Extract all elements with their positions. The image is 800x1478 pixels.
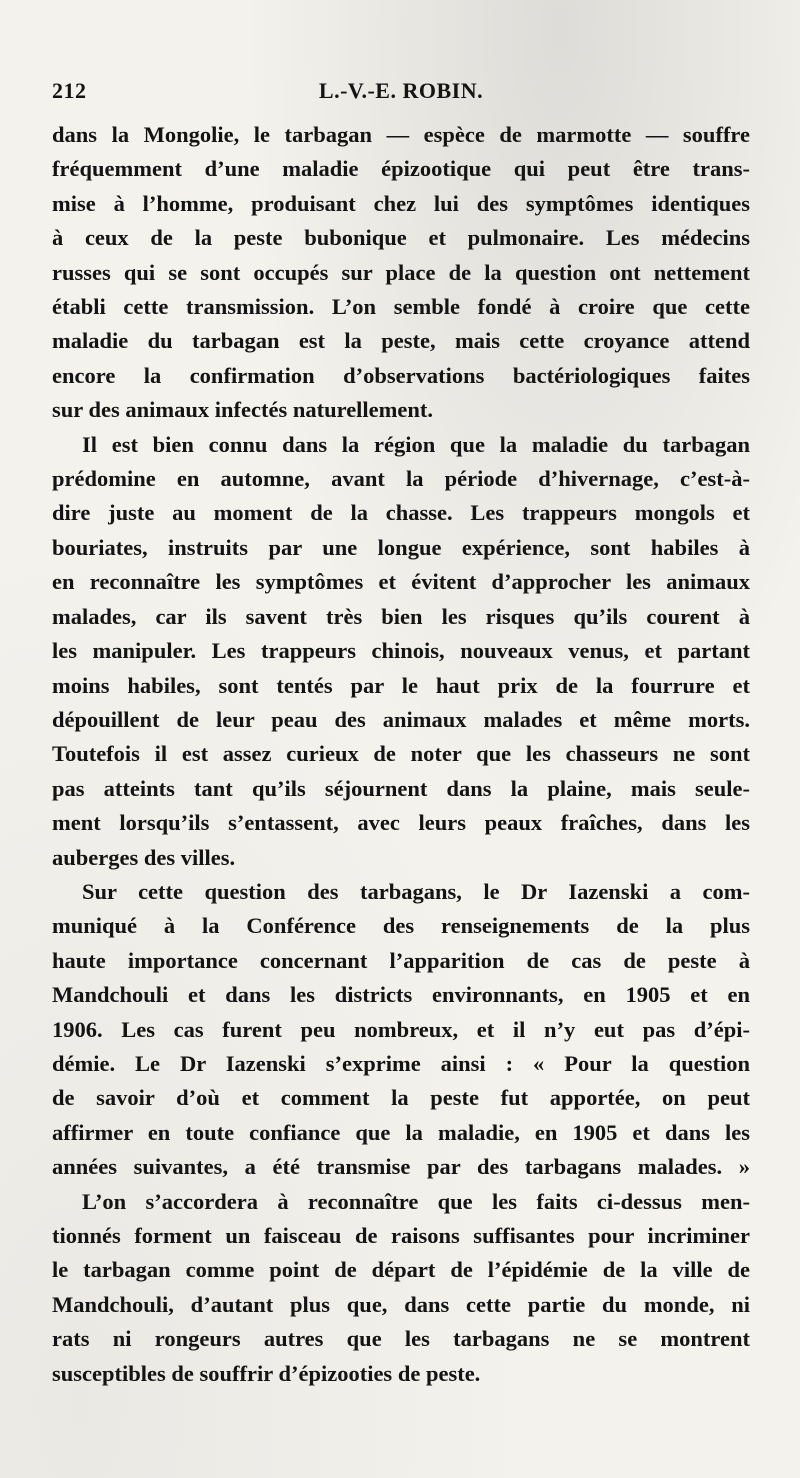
text-line: sur des animaux infectés naturellement. (52, 397, 434, 423)
text-line: dire juste au moment de la chasse. Les trappeurs mongols et (52, 500, 750, 526)
text-line: affirmer en toute confiance que la maladie, en 1905 et dans les (52, 1119, 750, 1145)
text-line: prédomine en automne, avant la période d’hivernage, c’est-à- (52, 466, 750, 492)
text-line: L’on s’accordera à reconnaître que les faits ci-dessus men- (82, 1188, 750, 1214)
text-line: à ceux de la peste bubonique et pulmonaire. Les médecins (52, 225, 750, 251)
page-number: 212 (52, 78, 87, 103)
text-line: susceptibles de souffrir d’épizooties de peste. (52, 1360, 481, 1386)
text-line: encore la confirmation d’observations bactériologiques faites (52, 362, 750, 388)
text-line: russes qui se sont occupés sur place de la question ont nettement (52, 259, 750, 285)
text-line: mise à l’homme, produisant chez lui des symptômes identiques (52, 190, 750, 216)
text-line: tionnés forment un faisceau de raisons suffisantes pour incriminer (52, 1223, 750, 1248)
paragraph-2 (52, 428, 750, 875)
body-text (52, 118, 750, 1391)
text-line: bouriates, instruits par une longue expérience, sont habiles à (52, 534, 750, 560)
running-head: L.-V.-E. ROBIN. (318, 78, 484, 103)
text-line: en reconnaître les symptômes et évitent d’approcher les animaux (52, 569, 750, 595)
text-line: démie. Le Dr Iazenski s’exprime ainsi : « Pour la question (52, 1050, 750, 1076)
text-line: dans la Mongolie, le tarbagan — espèce de marmotte — souffre (52, 122, 750, 147)
text-line: établi cette transmission. L’on semble fondé à croire que cette (52, 294, 750, 320)
text-line: auberges des villes. (52, 844, 236, 870)
text-line: les manipuler. Les trappeurs chinois, nouveaux venus, et partant (52, 638, 750, 664)
text-line: maladie du tarbagan est la peste, mais cette croyance attend (52, 328, 750, 354)
text-line: haute importance concernant l’apparition de cas de peste à (52, 947, 750, 973)
text-line: dépouillent de leur peau des animaux malades et même morts. (52, 706, 750, 732)
text-line: rats ni rongeurs autres que les tarbagans ne se montrent (52, 1326, 750, 1352)
text-line: ment lorsqu’ils s’entassent, avec leurs peaux fraîches, dans les (52, 810, 750, 836)
text-line: Il est bien connu dans la région que la maladie du tarbagan (82, 431, 750, 457)
text-line: de savoir d’où et comment la peste fut apportée, on peut (52, 1085, 750, 1111)
text-line: le tarbagan comme point de départ de l’épidémie de la ville de (52, 1257, 750, 1283)
text-line: malades, car ils savent très bien les risques qu’ils courent à (52, 603, 750, 629)
text-line: années suivantes, a été transmise par des tarbagans malades. » (52, 1154, 750, 1180)
text-line: Mandchouli et dans les districts environnants, en 1905 et en (52, 982, 750, 1008)
text-line: muniqué à la Conférence des renseignements de la plus (52, 913, 750, 939)
page-header (52, 78, 750, 118)
text-line: pas atteints tant qu’ils séjournent dans la plaine, mais seule- (52, 775, 750, 801)
text-line: Sur cette question des tarbagans, le Dr Iazenski a com- (82, 878, 750, 904)
paragraph-3 (52, 875, 750, 1185)
paragraph-4 (52, 1185, 750, 1391)
text-line: 1906. Les cas furent peu nombreux, et il n’y eut pas d’épi- (52, 1016, 750, 1042)
text-line: moins habiles, sont tentés par le haut prix de la fourrure et (52, 672, 750, 698)
text-line: fréquemment d’une maladie épizootique qui peut être trans- (52, 156, 750, 182)
paragraph-1 (52, 118, 750, 428)
text-line: Toutefois il est assez curieux de noter que les chasseurs ne sont (52, 741, 750, 767)
text-line: Mandchouli, d’autant plus que, dans cette partie du monde, ni (52, 1291, 750, 1317)
